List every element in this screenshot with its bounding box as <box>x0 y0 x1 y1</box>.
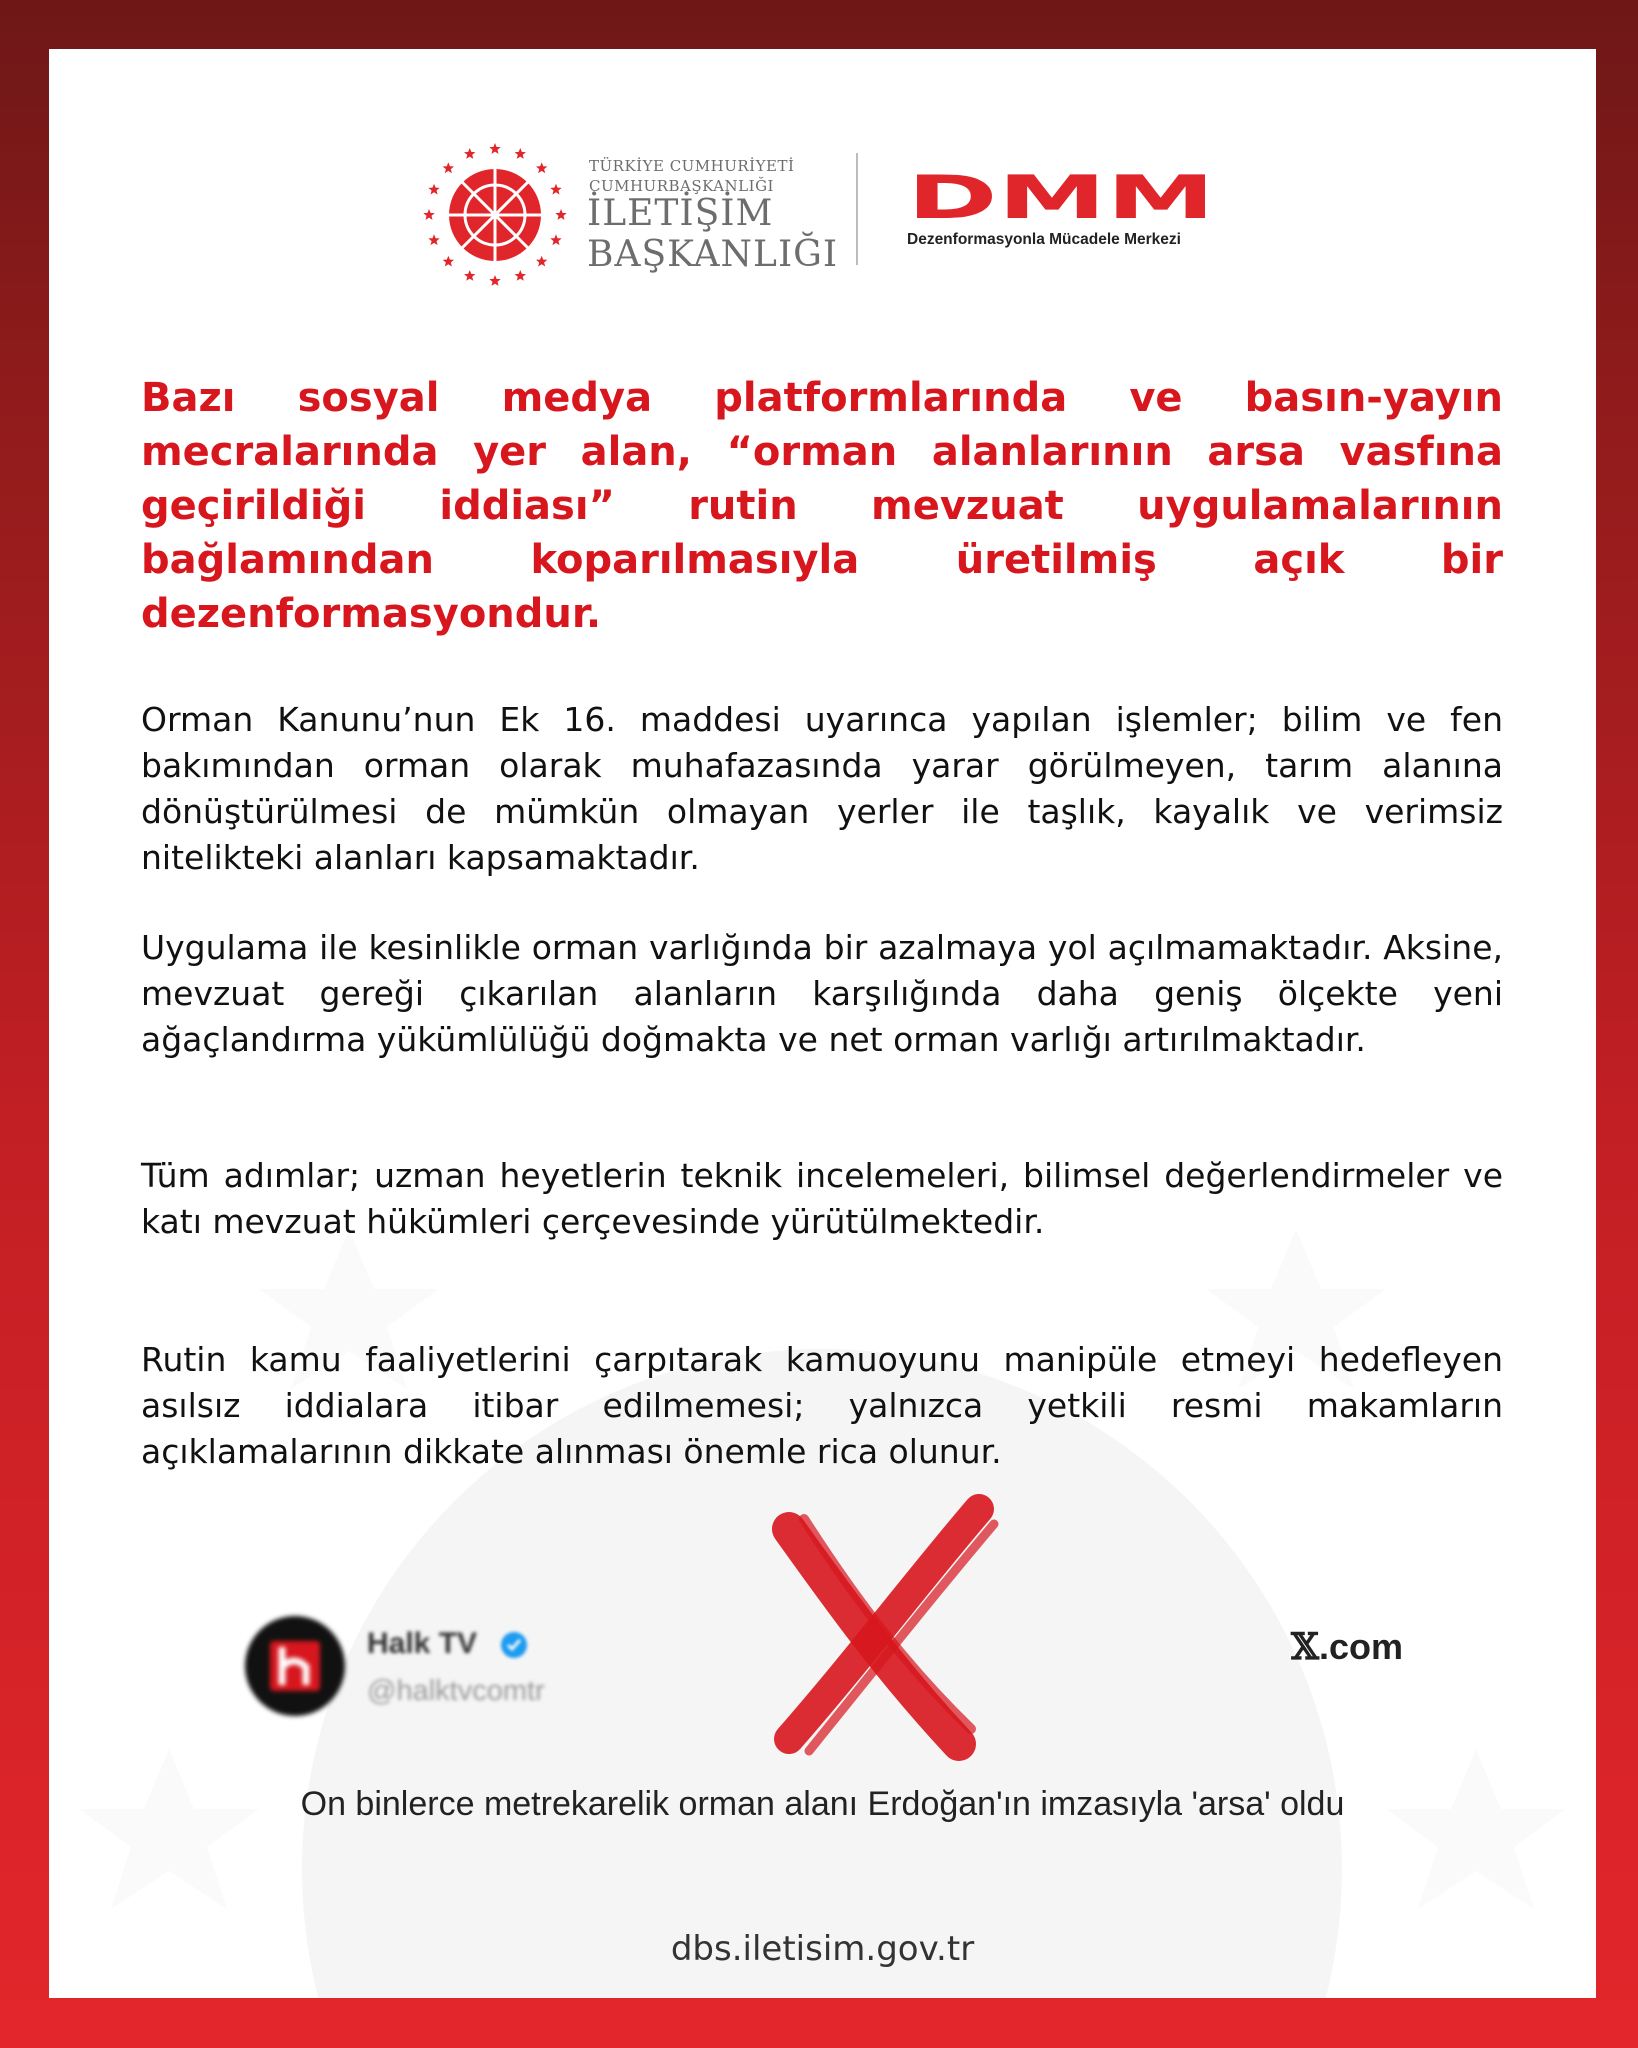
emblem-star-icon <box>555 209 566 220</box>
platform-domain: .com <box>1319 1626 1404 1667</box>
emblem-star-icon <box>443 162 454 173</box>
emblem-star-icon <box>428 184 439 195</box>
red-cross-icon <box>749 1489 1009 1769</box>
paragraph-1: Orman Kanunu’nun Ek 16. maddesi uyarınca yapılan işlemler; bilim ve fen bakımından orman olarak muhafazasında yarar görülmeyen, tarım alanına dönüştürülmesi de mümkün olmayan yerler ile taşlık, kayalık ve verimsiz nitelikteki alanları kapsamaktadır. <box>141 700 1503 877</box>
header-divider <box>856 153 858 265</box>
tweet-account-name: Halk TV <box>367 1627 478 1660</box>
x-logo-icon: 𝕏 <box>1291 1626 1319 1668</box>
emblem-star-icon <box>536 162 547 173</box>
emblem-star-icon <box>515 270 526 281</box>
star-circle-emblem-icon <box>419 139 571 291</box>
org-name-line4: BAŞKANLIĞI <box>587 234 839 275</box>
org-name-line3: İLETİŞİM <box>587 193 774 234</box>
org-name-line2: CUMHURBAŞKANLIĞI <box>589 177 774 195</box>
emblem-star-icon <box>536 256 547 267</box>
paragraph-4: Rutin kamu faaliyetlerini çarpıtarak kamuoyunu manipüle etmeyi hedefleyen asılsız iddialara itibar edilmemesi; yalnızca yetkili resmi makamların açıklamalarının dikkate alınması önemle rica olunur. <box>141 1340 1503 1471</box>
tweet-handle: @halktvcomtr <box>367 1675 545 1707</box>
dmm-logo <box>907 174 1217 222</box>
org-name-line1: TÜRKİYE CUMHURİYETİ <box>589 157 795 175</box>
tweet-text: On binlerce metrekarelik orman alanı Erdoğan'ın imzasıyla 'arsa' oldu <box>300 1785 1345 1823</box>
dmm-subtitle: Dezenformasyonla Mücadele Merkezi <box>907 231 1181 248</box>
emblem-star-icon <box>515 148 526 159</box>
paragraph-2: Uygulama ile kesinlikle orman varlığında bir azalmaya yol açılmamaktadır. Aksine, mevzuat gereği çıkarılan alanların karşılığında daha geniş ölçekte yeni ağaçlandırma yükümlülüğü doğmakta ve net orman varlığı artırılmaktadır. <box>141 928 1503 1059</box>
avatar <box>244 1615 346 1717</box>
paragraph-3: Tüm adımlar; uzman heyetlerin teknik incelemeleri, bilimsel değerlendirmeler ve katı mevzuat hükümleri çerçevesinde yürütülmektedir. <box>141 1156 1503 1241</box>
emblem-star-icon <box>428 234 439 245</box>
verified-badge-icon <box>500 1631 528 1659</box>
emblem-star-icon <box>464 270 475 281</box>
headline: Bazı sosyal medya platformlarında ve basın-yayın mecralarında yer alan, “orman alanlarının arsa vasfına geçirildiği iddiası” rutin mevzuat uygulamalarının bağlamından koparılmasıyla üretilmiş açık bir dezenformasyondur. <box>141 375 1503 637</box>
emblem-star-icon <box>489 275 500 286</box>
statement-card <box>49 49 1596 1998</box>
svg-text:DMM: DMM <box>907 174 1215 222</box>
footer-url[interactable]: dbs.iletisim.gov.tr <box>670 1929 975 1969</box>
emblem-star-icon <box>550 184 561 195</box>
emblem-star-icon <box>443 256 454 267</box>
emblem-star-icon <box>489 143 500 154</box>
emblem-star-icon <box>550 234 561 245</box>
emblem-star-icon <box>423 209 434 220</box>
emblem-star-icon <box>464 148 475 159</box>
